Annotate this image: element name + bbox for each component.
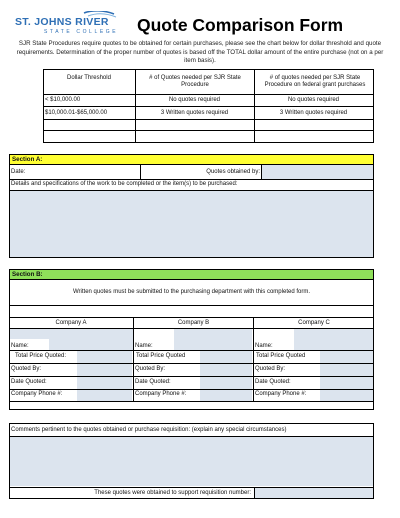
company-c-quoted-by-field[interactable]: [320, 364, 373, 376]
section-b-heading: Section B:: [9, 269, 374, 280]
date-quoted-label: Date Quoted:: [255, 379, 291, 385]
section-b-instruction: Written quotes must be submitted to the purchasing department with this completed form.: [72, 289, 310, 295]
threshold-table: [43, 69, 374, 142]
table-cell: < $10,000.00: [45, 97, 81, 103]
quoted-by-label: Quoted By:: [11, 366, 42, 372]
company-phone-label: Company Phone #:: [135, 391, 187, 397]
company-b-name-field[interactable]: [174, 329, 252, 350]
date-quoted-label: Date Quoted:: [11, 379, 47, 385]
table-cell: $10,000.01-$65,000.00: [45, 110, 108, 116]
name-label: Name:: [135, 343, 153, 349]
comments-label: Comments pertinent to the quotes obtained or purchase requisition: (explain any special circumstances): [11, 427, 287, 433]
company-c-column: [254, 317, 374, 401]
company-a-quoted-by-field[interactable]: [77, 364, 132, 376]
company-phone-label: Company Phone #:: [11, 391, 63, 397]
name-label: Name:: [11, 343, 29, 349]
company-header: Company A: [55, 320, 87, 326]
company-a-total-field[interactable]: [77, 351, 132, 363]
company-c-total-field[interactable]: [320, 351, 373, 363]
logo-wordmark: ST. JOHNS RIVER: [15, 16, 109, 28]
company-c-name-field[interactable]: [294, 329, 373, 350]
details-field[interactable]: [10, 191, 373, 257]
comments-field[interactable]: [10, 437, 373, 486]
company-phone-label: Company Phone #:: [255, 391, 307, 397]
date-quoted-label: Date Quoted:: [135, 379, 171, 385]
company-a-name-field[interactable]: [49, 329, 133, 350]
table-cell: 3 Written quotes required: [279, 110, 348, 116]
name-label: Name:: [255, 343, 273, 349]
page-title: Quote Comparison Form: [137, 15, 344, 35]
table-header: Dollar Threshold: [67, 75, 111, 81]
quoted-by-label: Quoted By:: [135, 366, 166, 372]
company-c-date-field[interactable]: [320, 377, 373, 389]
company-b-total-field[interactable]: [200, 351, 252, 363]
table-cell: No quotes required: [168, 97, 221, 103]
details-label: Details and specifications of the work to be completed or the item(s) to be purchased:: [11, 181, 238, 187]
company-header: Company C: [298, 320, 330, 326]
company-a-phone-field[interactable]: [77, 390, 132, 401]
date-label: Date:: [11, 169, 26, 175]
company-c-phone-field[interactable]: [320, 390, 373, 401]
quoted-by-label: Quoted By:: [255, 366, 286, 372]
quotes-obtained-by-field[interactable]: [262, 165, 373, 179]
company-b-quoted-by-field[interactable]: [200, 364, 252, 376]
requisition-number-field[interactable]: [255, 488, 373, 498]
company-b-phone-field[interactable]: [200, 390, 252, 401]
table-header: # of quotes needed per SJR State Procedure on federal grant purchases: [264, 75, 366, 89]
table-cell: No quotes required: [287, 97, 340, 103]
company-b-date-field[interactable]: [200, 377, 252, 389]
section-a-heading: Section A:: [9, 154, 374, 165]
requisition-label: These quotes were obtained to support requisition number:: [94, 490, 251, 496]
table-cell: 3 Written quotes required: [160, 110, 229, 116]
total-price-label: Total Price Quoted: [256, 353, 306, 359]
quotes-obtained-by-label: Quotes obtained by:: [206, 169, 260, 175]
intro-text: SJR State Procedures require quotes to be obtained for certain purchases, please see the chart below for dollar threshold and quote requirements. Determination of the proper number of quotes is based off the TOTAL dollar amount of the entire purchase (not on a per item basis).: [16, 40, 384, 65]
company-a-date-field[interactable]: [77, 377, 132, 389]
company-header: Company B: [177, 320, 210, 326]
company-a-column: [9, 317, 133, 401]
logo-subtitle: STATE COLLEGE: [44, 29, 119, 35]
table-header: # of Quotes needed per SJR State Procedure: [149, 75, 241, 89]
total-price-label: Total Price Quoted:: [15, 353, 67, 359]
total-price-label: Total Price Quoted: [136, 353, 186, 359]
company-b-column: [134, 317, 253, 401]
